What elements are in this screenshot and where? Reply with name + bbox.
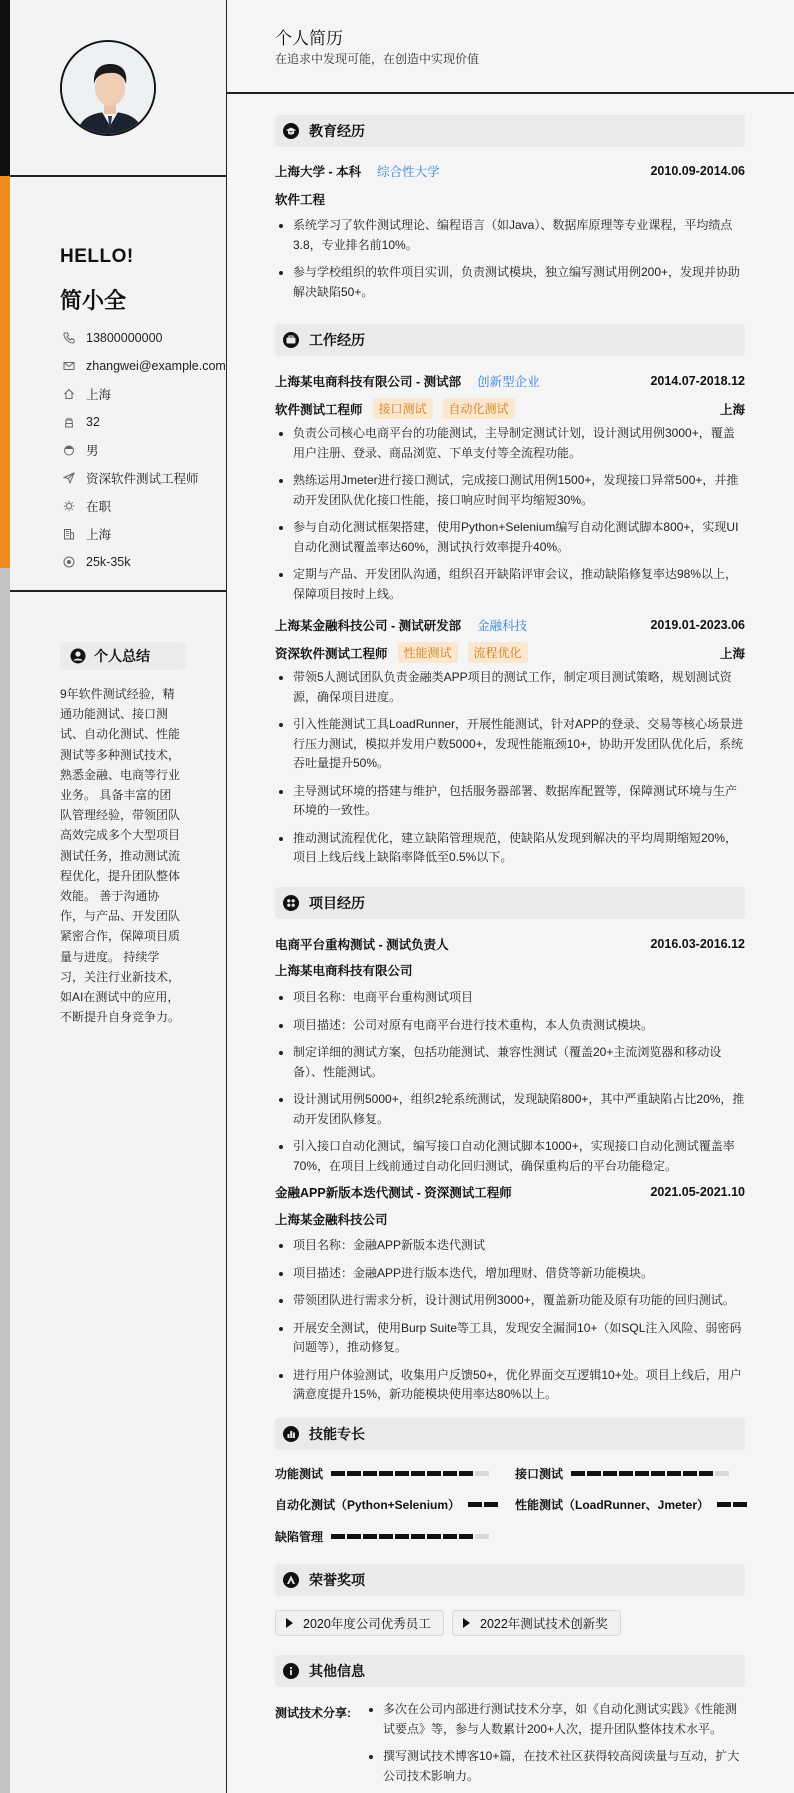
work-heading — [275, 324, 745, 356]
skill-segment-filled — [395, 1534, 409, 1539]
skill-segment-filled — [587, 1471, 601, 1476]
list-item: 开展安全测试，使用Burp Suite等工具，发现安全漏洞10+（如SQL注入风险、弱密码问题等），推动修复。 — [275, 1319, 745, 1358]
skill-segment-filled — [379, 1471, 393, 1476]
age-icon — [60, 415, 78, 429]
page-title: 个人简历 — [275, 29, 343, 48]
contact-salary — [60, 548, 230, 576]
skill-level-bar — [717, 1502, 749, 1507]
skill-segment-filled — [468, 1502, 482, 1507]
job-2-bullets — [275, 668, 745, 876]
salary-icon — [60, 555, 78, 569]
education-row — [275, 162, 745, 180]
skill-segment-filled — [379, 1534, 393, 1539]
list-item: 推动测试流程优化，建立缺陷管理规范，使缺陷从发现到解决的平均周期缩短20%，项目上线后线上缺陷率降低至0.5%以下。 — [275, 829, 745, 868]
award-badge — [452, 1610, 621, 1636]
list-item: 参与学校组织的软件项目实训，负责测试模块，独立编写测试用例200+，发现并协助解决缺陷50+。 — [275, 263, 745, 302]
other-heading — [275, 1655, 745, 1687]
list-item: 项目名称：电商平台重构测试项目 — [275, 988, 745, 1008]
skills-title: 技能专长 — [309, 1426, 365, 1442]
gender-icon — [60, 443, 78, 457]
contact-age — [60, 408, 230, 436]
job-1-bullets — [275, 424, 745, 612]
skill-segment-filled — [411, 1471, 425, 1476]
project-2-row — [275, 1183, 745, 1201]
skill-name: 性能测试（LoadRunner、Jmeter） — [515, 1497, 710, 1512]
job-2-date: 2019.01-2023.06 — [650, 618, 745, 632]
list-item: 参与自动化测试框架搭建，使用Python+Selenium编写自动化测试脚本800+，实现UI自动化测试覆盖率达60%，测试执行效率提升40%。 — [275, 518, 745, 557]
contact-status-text: 在职 — [86, 500, 112, 514]
grid-icon — [283, 895, 299, 911]
info-icon — [283, 1663, 299, 1679]
stripe-black — [0, 0, 10, 176]
avatar — [60, 40, 156, 136]
education-date: 2010.09-2014.06 — [650, 164, 745, 178]
hello-heading: HELLO! — [60, 246, 134, 267]
awards-title: 荣誉奖项 — [309, 1572, 365, 1588]
list-item: 制定详细的测试方案，包括功能测试、兼容性测试（覆盖20+主流浏览器和移动设备）、性能测试。 — [275, 1043, 745, 1082]
contact-age-text: 32 — [86, 415, 100, 429]
skill-name: 缺陷管理 — [275, 1529, 324, 1544]
list-item: 设计测试用例5000+，组织2轮系统测试，发现缺陷800+，其中严重缺陷占比20%，推动开发团队修复。 — [275, 1090, 745, 1129]
contact-title-text: 资深软件测试工程师 — [86, 472, 199, 486]
list-item: 项目名称：金融APP新版本迭代测试 — [275, 1236, 745, 1256]
contact-city — [60, 520, 230, 548]
skill-item — [275, 1496, 500, 1512]
other-bullets — [365, 1700, 745, 1793]
contact-title — [60, 464, 230, 492]
skill-segment-filled — [459, 1534, 473, 1539]
education-major: 软件工程 — [275, 193, 326, 207]
skill-segment-filled — [331, 1471, 345, 1476]
skill-segment-empty — [475, 1534, 489, 1539]
home-icon — [60, 387, 78, 401]
contact-email-text: zhangwei@example.com — [86, 359, 226, 373]
award-label: 2020年度公司优秀员工 — [303, 1617, 431, 1631]
skill-segment-filled — [443, 1471, 457, 1476]
skill-item — [515, 1496, 749, 1512]
page-subtitle: 在追求中发现可能，在创造中实现价值 — [275, 52, 480, 66]
job-2-row — [275, 616, 745, 634]
briefcase-icon — [283, 332, 299, 348]
project-2-company-row — [275, 1210, 745, 1228]
candidate-name: 简小全 — [60, 288, 127, 313]
play-icon — [286, 1618, 293, 1628]
summary-title: 个人总结 — [94, 648, 150, 664]
avatar-portrait-icon — [62, 42, 156, 136]
skill-segment-filled — [651, 1471, 665, 1476]
project-1-bullets — [275, 988, 745, 1184]
skill-segment-filled — [619, 1471, 633, 1476]
education-bullets — [275, 216, 745, 310]
work-title: 工作经历 — [309, 332, 365, 348]
contact-salary-text: 25k-35k — [86, 555, 131, 569]
skill-name: 接口测试 — [515, 1466, 564, 1481]
skill-item — [515, 1465, 731, 1481]
other-label: 测试技术分享: — [275, 1706, 351, 1720]
award-badge — [275, 1610, 444, 1636]
skill-segment-filled — [395, 1471, 409, 1476]
skill-segment-filled — [459, 1471, 473, 1476]
projects-heading — [275, 887, 745, 919]
job-1-company: 上海某电商科技有限公司 - 测试部 — [275, 375, 462, 389]
job-2-position-row — [275, 642, 745, 663]
list-item: 系统学习了软件测试理论、编程语言（如Java）、数据库原理等专业课程，平均绩点3.8，专业排名前10%。 — [275, 216, 745, 255]
skill-segment-filled — [571, 1471, 585, 1476]
skill-segment-filled — [603, 1471, 617, 1476]
skill-item — [275, 1528, 491, 1544]
list-item: 引入接口自动化测试，编写接口自动化测试脚本1000+，实现接口自动化测试覆盖率70%，在项目上线前通过自动化回归测试，确保重构后的平台功能稳定。 — [275, 1137, 745, 1176]
contact-phone — [60, 324, 230, 352]
contact-city-text: 上海 — [86, 528, 112, 542]
building-icon — [60, 527, 78, 541]
job-1-position-row — [275, 398, 745, 419]
list-item: 项目描述：公司对原有电商平台进行技术重构，本人负责测试模块。 — [275, 1016, 745, 1036]
skill-segment-filled — [427, 1471, 441, 1476]
stripe-orange — [0, 176, 10, 568]
list-item: 撰写测试技术博客10+篇，在技术社区获得较高阅读量与互动，扩大公司技术影响力。 — [365, 1747, 745, 1786]
award-icon — [283, 1572, 299, 1588]
list-item: 带领团队进行需求分析，设计测试用例3000+，覆盖新功能及原有功能的回归测试。 — [275, 1291, 745, 1311]
skill-segment-filled — [667, 1471, 681, 1476]
list-item: 项目描述：金融APP进行版本迭代，增加理财、借贷等新功能模块。 — [275, 1264, 745, 1284]
job-1-tag: 创新型企业 — [477, 375, 540, 389]
job-1-date: 2014.07-2018.12 — [650, 374, 745, 388]
project-2-name: 金融APP新版本迭代测试 - 资深测试工程师 — [275, 1186, 512, 1200]
education-tag: 综合性大学 — [377, 165, 440, 179]
job-2-position: 资深软件测试工程师 — [275, 646, 388, 661]
skill-segment-filled — [443, 1534, 457, 1539]
status-icon — [60, 499, 78, 513]
list-item: 进行用户体验测试，收集用户反馈50+，优化界面交互逻辑10+处。项目上线后，用户满意度提升15%，新功能模块使用率达80%以上。 — [275, 1366, 745, 1405]
job-2-location: 上海 — [719, 646, 745, 661]
send-icon — [60, 471, 78, 485]
skill-segment-filled — [363, 1534, 377, 1539]
user-circle-icon — [70, 648, 86, 664]
education-heading — [275, 115, 745, 147]
list-item: 多次在公司内部进行测试技术分享，如《自动化测试实践》《性能测试要点》等，参与人数累计200+人次，提升团队整体技术水平。 — [365, 1700, 745, 1739]
skill-level-bar — [468, 1502, 500, 1507]
summary-text: 9年软件测试经验，精通功能测试、接口测试、自动化测试、性能测试等多种测试技术，熟悉金融、电商等行业业务。 具备丰富的团队管理经验，带领团队高效完成多个大型项目测试任务，推动测试流程优化，提升团队整体效能。 善于沟通协作，与产品、开发团队紧密合作，保障项目质量与进度。 持续学习，关注行业新技术，如AI在测试中的应用，不断提升自身竞争力。 — [60, 687, 181, 1025]
skill-segment-filled — [635, 1471, 649, 1476]
list-item: 负责公司核心电商平台的功能测试，主导制定测试计划，设计测试用例3000+，覆盖用户注册、登录、商品浏览、下单支付等全流程功能。 — [275, 424, 745, 463]
sidebar-divider-bottom — [10, 590, 227, 592]
list-item: 主导测试环境的搭建与维护，包括服务器部署、数据库配置等，保障测试环境与生产环境的一致性。 — [275, 782, 745, 821]
skill-segment-filled — [411, 1534, 425, 1539]
list-item: 带领5人测试团队负责金融类APP项目的测试工作，制定项目测试策略，规划测试资源，确保项目进度。 — [275, 668, 745, 707]
skills-heading — [275, 1418, 745, 1450]
skill-level-bar — [331, 1534, 491, 1539]
project-2-company: 上海某金融科技公司 — [275, 1213, 388, 1227]
job-1-position: 软件测试工程师 — [275, 402, 363, 417]
project-1-company-row — [275, 961, 745, 979]
skill-item — [275, 1465, 491, 1481]
bar-chart-icon — [283, 1426, 299, 1442]
skill-segment-empty — [715, 1471, 729, 1476]
contact-list — [60, 324, 230, 576]
skill-level-bar — [331, 1471, 491, 1476]
skill-segment-filled — [717, 1502, 731, 1507]
skill-segment-filled — [331, 1534, 345, 1539]
job-2-tag: 金融科技 — [477, 619, 528, 633]
project-1-row — [275, 935, 745, 953]
contact-home — [60, 380, 230, 408]
sidebar-divider-top — [10, 175, 227, 177]
contact-email — [60, 352, 230, 380]
awards-heading — [275, 1564, 745, 1596]
skill-segment-filled — [484, 1502, 498, 1507]
job-2-skill-tag: 性能测试 — [398, 642, 458, 663]
contact-gender — [60, 436, 230, 464]
skill-segment-filled — [363, 1471, 377, 1476]
contact-home-text: 上海 — [86, 388, 112, 402]
project-1-company: 上海某电商科技有限公司 — [275, 964, 413, 978]
accent-stripe — [0, 0, 10, 1793]
mail-icon — [60, 359, 78, 373]
job-1-row — [275, 372, 745, 390]
project-1-name: 电商平台重构测试 - 测试负责人 — [275, 938, 449, 952]
graduation-cap-icon — [283, 123, 299, 139]
job-1-skill-tag: 接口测试 — [373, 398, 433, 419]
job-2-skill-tag: 流程优化 — [468, 642, 528, 663]
skill-name: 功能测试 — [275, 1466, 324, 1481]
job-2-company: 上海某金融科技公司 - 测试研发部 — [275, 619, 462, 633]
list-item: 熟练运用Jmeter进行接口测试，完成接口测试用例1500+，发现接口异常500+，并推动开发团队优化接口性能，接口响应时间平均缩短30%。 — [275, 471, 745, 510]
header-divider — [227, 92, 794, 94]
skill-segment-filled — [347, 1534, 361, 1539]
list-item: 定期与产品、开发团队沟通，组织召开缺陷评审会议，推动缺陷修复率达98%以上，保障项目按时上线。 — [275, 565, 745, 604]
education-title: 教育经历 — [309, 123, 365, 139]
summary-heading — [60, 642, 186, 670]
contact-phone-text: 13800000000 — [86, 331, 163, 345]
job-1-skill-tag: 自动化测试 — [443, 398, 515, 419]
skill-segment-filled — [347, 1471, 361, 1476]
skill-level-bar — [571, 1471, 731, 1476]
education-major-row — [275, 190, 745, 208]
list-item: 引入性能测试工具LoadRunner，开展性能测试，针对APP的登录、交易等核心场景进行压力测试，模拟并发用户数5000+，发现性能瓶颈10+，协助开发团队优化后，系统吞吐量提升50%。 — [275, 715, 745, 774]
project-2-date: 2021.05-2021.10 — [650, 1185, 745, 1199]
skill-segment-filled — [683, 1471, 697, 1476]
education-school: 上海大学 - 本科 — [275, 165, 362, 179]
contact-gender-text: 男 — [86, 444, 99, 458]
project-1-date: 2016.03-2016.12 — [650, 937, 745, 951]
skill-name: 自动化测试（Python+Selenium） — [275, 1497, 461, 1512]
skill-segment-empty — [475, 1471, 489, 1476]
skill-segment-filled — [733, 1502, 747, 1507]
main-content — [227, 0, 794, 1793]
projects-title: 项目经历 — [309, 895, 365, 911]
award-label: 2022年测试技术创新奖 — [480, 1617, 608, 1631]
project-2-bullets — [275, 1236, 745, 1413]
contact-status — [60, 492, 230, 520]
sidebar — [10, 0, 227, 1793]
phone-icon — [60, 331, 78, 345]
skill-segment-filled — [699, 1471, 713, 1476]
other-title: 其他信息 — [309, 1663, 365, 1679]
play-icon — [463, 1618, 470, 1628]
job-1-location: 上海 — [719, 402, 745, 417]
skill-segment-filled — [427, 1534, 441, 1539]
